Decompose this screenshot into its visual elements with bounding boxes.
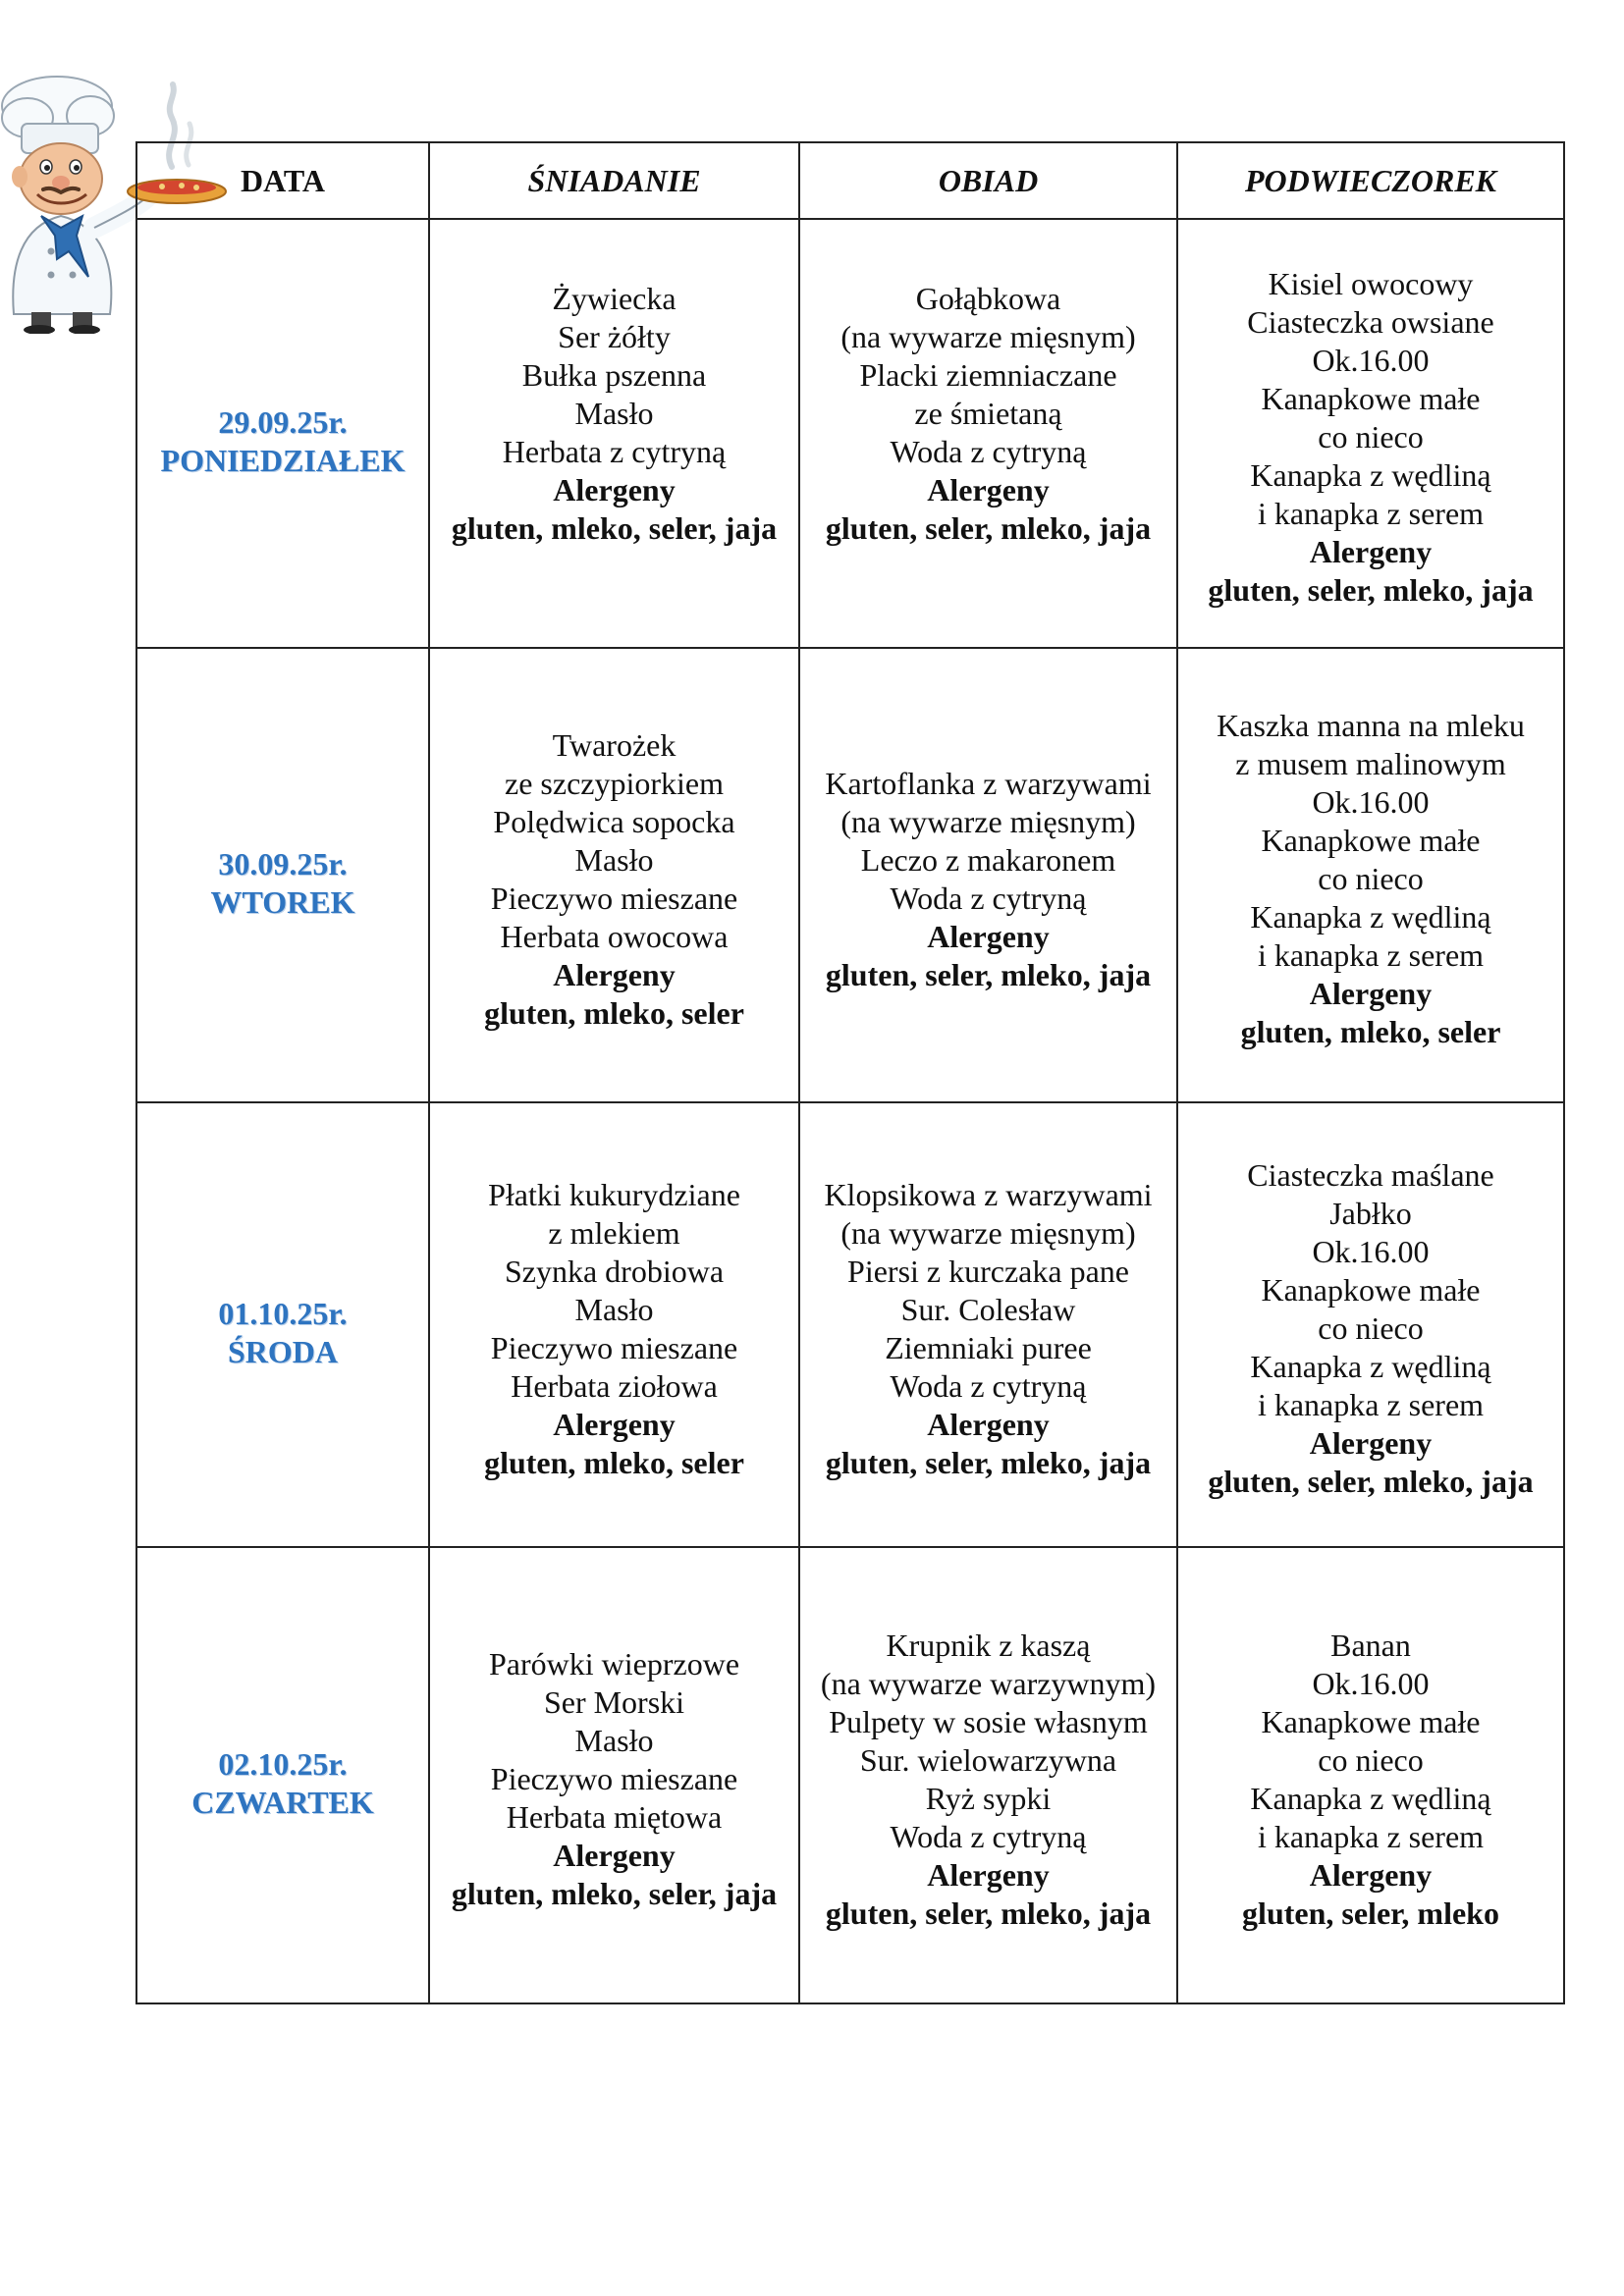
menu-line: Ciasteczka owsiane [1247, 304, 1494, 340]
allergens-list: gluten, seler, mleko, jaja [1208, 572, 1534, 608]
allergens-list: gluten, seler, mleko [1242, 1895, 1499, 1931]
menu-line: Kanapkowe małe [1261, 381, 1481, 416]
menu-line: i kanapka z serem [1257, 1818, 1485, 1854]
menu-line: Polędwica sopocka [493, 803, 735, 839]
day-date: 02.10.25r. [218, 1745, 348, 1782]
day-date: 01.10.25r. [218, 1295, 348, 1331]
menu-line: co nieco [1318, 861, 1424, 896]
menu-line: Kaszka manna na mleku [1217, 708, 1525, 743]
menu-line: (na wywarze mięsnym) [840, 1214, 1136, 1251]
allergens-label: Alergeny [927, 1856, 1050, 1893]
header-snack: PODWIECZOREK [1177, 142, 1564, 219]
day-weekday: PONIEDZIAŁEK [160, 442, 406, 478]
menu-line: Masło [574, 1723, 654, 1758]
snack-cell [1177, 219, 1564, 648]
menu-line: Ziemniaki puree [885, 1329, 1092, 1365]
menu-line: Twarożek [552, 726, 677, 763]
allergens-label: Alergeny [553, 956, 676, 992]
lunch-cell [799, 1547, 1177, 2003]
menu-line: Kartoflanka z warzywami [825, 765, 1152, 801]
table-row [136, 648, 1564, 1102]
menu-line: Kanapka z wędliną [1250, 899, 1491, 934]
allergens-list: gluten, mleko, seler [484, 1444, 744, 1480]
menu-line: Klopsikowa z warzywami [824, 1176, 1153, 1212]
menu-line: Pieczywo mieszane [490, 1761, 738, 1796]
allergens-label: Alergeny [553, 1838, 676, 1873]
menu-line: Kanapkowe małe [1261, 1272, 1481, 1308]
menu-line: Ciasteczka maślane [1247, 1157, 1494, 1193]
allergens-label: Alergeny [553, 472, 676, 507]
menu-line: Gołąbkowa [915, 281, 1061, 316]
menu-line: (na wywarze warzywnym) [820, 1665, 1157, 1701]
header-row [136, 142, 1564, 219]
day-date-cell [136, 1547, 429, 2003]
day-weekday: WTOREK [210, 883, 355, 920]
menu-line: Pieczywo mieszane [490, 880, 738, 916]
menu-line: Kanapka z wędliną [1250, 1780, 1491, 1816]
table-row [136, 1547, 1564, 2003]
header-breakfast: ŚNIADANIE [429, 142, 799, 219]
breakfast-cell [429, 1547, 799, 2003]
allergens-label: Alergeny [1309, 1425, 1433, 1461]
menu-line: Herbata owocowa [500, 918, 729, 954]
menu-line: Sur. wielowarzywna [859, 1741, 1117, 1778]
header-lunch: OBIAD [799, 142, 1177, 219]
menu-line: Parówki wieprzowe [488, 1646, 740, 1682]
lunch-cell [799, 219, 1177, 648]
menu-line: Ok.16.00 [1312, 1234, 1430, 1269]
menu-line: z musem malinowym [1235, 746, 1506, 781]
menu-line: Leczo z makaronem [860, 841, 1116, 878]
menu-line: ze szczypiorkiem [505, 765, 724, 801]
allergens-label: Alergeny [1309, 1856, 1433, 1893]
allergens-label: Alergeny [1309, 976, 1433, 1011]
menu-line: Kanapka z wędliną [1250, 457, 1491, 493]
allergens-list: gluten, seler, mleko, jaja [1208, 1464, 1534, 1499]
menu-line: Ok.16.00 [1312, 343, 1430, 378]
allergens-list: gluten, seler, mleko, jaja [825, 1895, 1152, 1931]
day-date-cell [136, 1102, 429, 1547]
snack-cell [1177, 1102, 1564, 1547]
menu-line: (na wywarze mięsnym) [840, 803, 1136, 839]
allergens-list: gluten, seler, mleko, jaja [825, 1444, 1152, 1480]
menu-line: co nieco [1318, 419, 1424, 454]
allergens-label: Alergeny [927, 472, 1050, 507]
menu-line: Banan [1330, 1627, 1411, 1663]
day-date-cell [136, 219, 429, 648]
menu-line: co nieco [1318, 1310, 1424, 1346]
allergens-list: gluten, mleko, seler, jaja [451, 510, 778, 546]
allergens-label: Alergeny [553, 1406, 676, 1442]
menu-line: Krupnik z kaszą [886, 1627, 1091, 1663]
lunch-cell [799, 1102, 1177, 1547]
allergens-list: gluten, seler, mleko, jaja [825, 510, 1152, 546]
menu-line: Sur. Colesław [900, 1291, 1076, 1327]
menu-line: Woda z cytryną [890, 1818, 1087, 1854]
day-date: 30.09.25r. [218, 845, 348, 881]
menu-line: Kanapka z wędliną [1250, 1349, 1491, 1384]
menu-line: Płatki kukurydziane [488, 1176, 740, 1212]
menu-line: Kanapkowe małe [1261, 823, 1481, 858]
allergens-list: gluten, mleko, seler [1240, 1014, 1501, 1049]
allergens-list: gluten, seler, mleko, jaja [825, 956, 1152, 992]
menu-line: Woda z cytryną [890, 880, 1087, 916]
breakfast-cell [429, 219, 799, 648]
table-row [136, 1102, 1564, 1547]
menu-line: Herbata z cytryną [502, 434, 727, 469]
allergens-label: Alergeny [1309, 534, 1433, 569]
menu-line: Pieczywo mieszane [490, 1329, 738, 1365]
table-row [136, 219, 1564, 648]
menu-line: Ok.16.00 [1312, 1665, 1430, 1701]
day-date-cell [136, 648, 429, 1102]
menu-line: Żywiecka [552, 281, 677, 316]
menu-line: Woda z cytryną [890, 1367, 1087, 1404]
menu-line: Placki ziemniaczane [859, 357, 1117, 393]
day-date: 29.09.25r. [218, 403, 348, 440]
menu-line: Masło [574, 396, 654, 431]
menu-line: z mlekiem [548, 1214, 680, 1251]
menu-line: Ser żółty [558, 319, 671, 354]
menu-line: Piersi z kurczaka pane [847, 1253, 1129, 1289]
menu-line: co nieco [1318, 1741, 1424, 1778]
day-weekday: ŚRODA [227, 1333, 338, 1369]
allergens-list: gluten, mleko, seler, jaja [451, 1876, 778, 1911]
snack-cell [1177, 1547, 1564, 2003]
header-date: DATA [136, 142, 429, 219]
menu-line: i kanapka z serem [1257, 937, 1485, 973]
menu-line: Bułka pszenna [521, 357, 707, 393]
menu-table [135, 141, 1565, 2004]
menu-line: Jabłko [1329, 1196, 1412, 1231]
breakfast-cell [429, 1102, 799, 1547]
menu-line: Herbata miętowa [506, 1799, 723, 1835]
menu-line: Masło [574, 1291, 654, 1327]
menu-line: Ser Morski [543, 1684, 685, 1720]
menu-line: Ok.16.00 [1312, 784, 1430, 820]
lunch-cell [799, 648, 1177, 1102]
menu-line: (na wywarze mięsnym) [840, 319, 1136, 354]
breakfast-cell [429, 648, 799, 1102]
menu-line: Szynka drobiowa [504, 1253, 725, 1289]
menu-line: i kanapka z serem [1257, 1387, 1485, 1422]
snack-cell [1177, 648, 1564, 1102]
menu-line: Kisiel owocowy [1268, 266, 1474, 301]
allergens-label: Alergeny [927, 1406, 1050, 1442]
menu-line: Kanapkowe małe [1261, 1703, 1481, 1739]
menu-line: i kanapka z serem [1257, 496, 1485, 531]
menu-line: Woda z cytryną [890, 434, 1087, 469]
menu-line: ze śmietaną [914, 396, 1062, 431]
menu-line: Masło [574, 841, 654, 878]
menu-line: Herbata ziołowa [511, 1367, 718, 1404]
menu-line: Ryż sypki [925, 1780, 1052, 1816]
menu-line: Pulpety w sosie własnym [829, 1703, 1148, 1739]
day-weekday: CZWARTEK [191, 1784, 374, 1820]
allergens-list: gluten, mleko, seler [484, 994, 744, 1031]
allergens-label: Alergeny [927, 918, 1050, 954]
